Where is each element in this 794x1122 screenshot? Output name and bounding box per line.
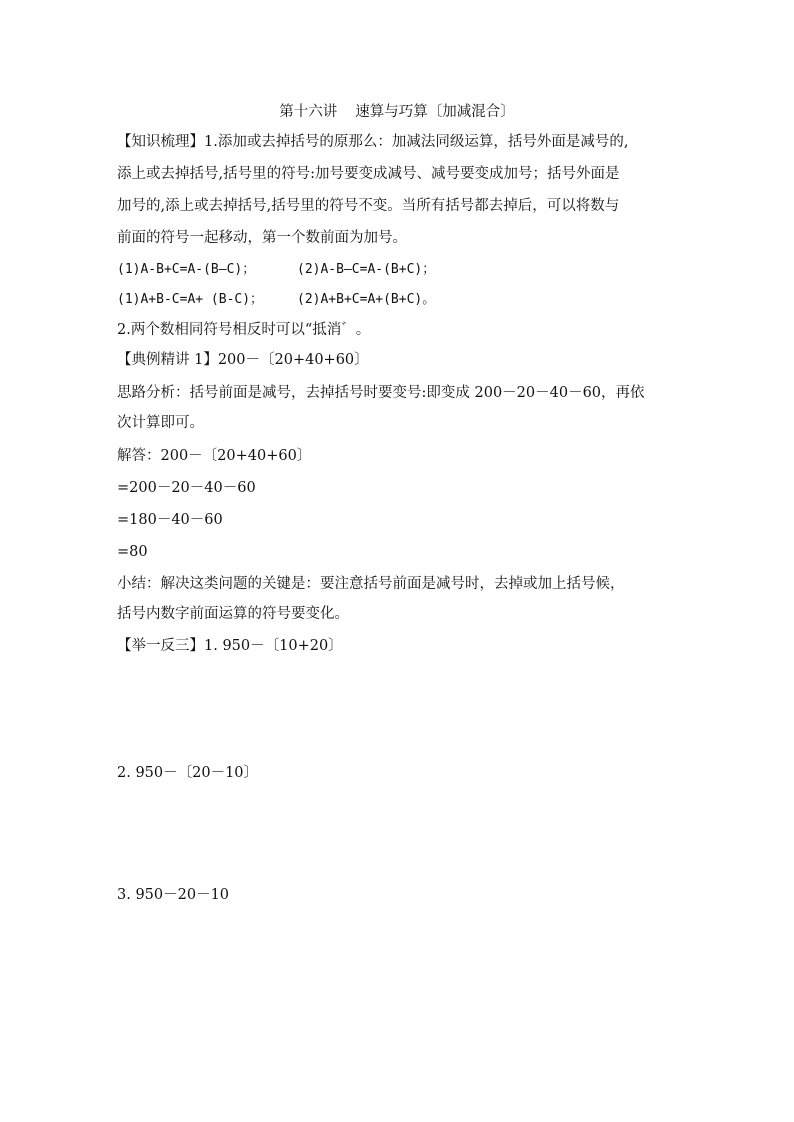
lecture-number: 第十六讲 <box>279 104 338 120</box>
knowledge-line-2: 添上或去掉括号,括号里的符号:加号要变成减号、减号要变成加号；括号外面是 <box>117 166 620 182</box>
practice-question-2: 2. 950－〔20－10〕 <box>117 765 259 781</box>
practice-question-1: 【举一反三】1. 950－〔10+20〕 <box>117 638 343 654</box>
knowledge-line-3: 加号的,添上或去掉括号,括号里的符号不变。当所有括号都去掉后，可以将数与 <box>117 198 620 214</box>
knowledge-point-2: 2.两个数相同符号相反时可以“抵消゛。 <box>117 322 371 338</box>
knowledge-line-4: 前面的符号一起移动，第一个数前面为加号。 <box>117 230 407 246</box>
lecture-topic: 速算与巧算〔加减混合〕 <box>355 104 515 120</box>
example-analysis-2: 次计算即可。 <box>117 415 204 431</box>
example-heading: 【典例精讲 1】200－〔20+40+60〕 <box>117 352 369 368</box>
rule-1b: (2)A-B—C=A-(B+C)； <box>297 262 436 277</box>
rule-1a: (1)A-B+C=A-(B—C)； <box>117 262 256 277</box>
page-title <box>0 102 794 122</box>
example-answer: 解答：200－〔20+40+60〕 <box>117 448 312 464</box>
example-summary-1: 小结：解决这类问题的关键是：要注意括号前面是减号时，去掉或加上括号候， <box>117 576 625 592</box>
rule-row-2 <box>117 290 436 310</box>
rule-row-1 <box>117 260 436 280</box>
rule-2a: (1)A+B-C=A+ (B-C)； <box>117 292 264 307</box>
example-step-1: =200－20－40－60 <box>117 480 256 496</box>
example-summary-2: 括号内数字前面运算的符号要变化。 <box>117 606 349 622</box>
example-step-3: =80 <box>117 544 148 560</box>
example-step-2: =180－40－60 <box>117 512 223 528</box>
practice-question-3: 3. 950－20－10 <box>117 887 230 903</box>
knowledge-line-1: 【知识梳理】1.添加或去掉括号的原那么：加减法同级运算，括号外面是减号的, <box>117 134 629 150</box>
rule-2b: (2)A+B+C=A+(B+C)。 <box>297 292 436 307</box>
example-analysis-1: 思路分析：括号前面是减号，去掉括号时要变号:即变成 200－20－40－60，再依 <box>117 385 645 401</box>
